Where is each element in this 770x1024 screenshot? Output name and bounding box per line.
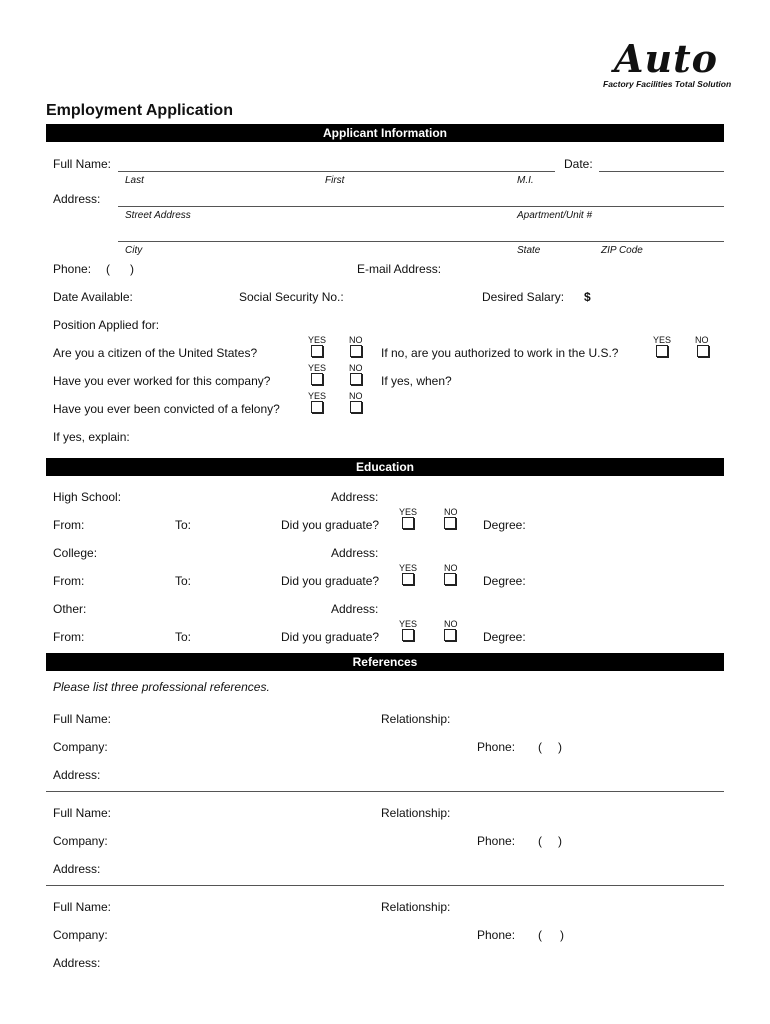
email-label: E-mail Address: bbox=[357, 262, 442, 276]
yes-caption: YES bbox=[308, 335, 327, 345]
yes-caption: YES bbox=[308, 363, 327, 373]
no-caption: NO bbox=[349, 391, 363, 401]
yes-caption: YES bbox=[399, 619, 418, 629]
felony-yes-checkbox[interactable] bbox=[311, 401, 323, 413]
section-references-header: References bbox=[46, 653, 724, 671]
ref1-paren-close: ) bbox=[558, 740, 562, 754]
college-graduate-no-checkbox[interactable] bbox=[444, 573, 456, 585]
ref3-company-label: Company: bbox=[53, 928, 108, 942]
other-degree-label: Degree: bbox=[483, 630, 526, 644]
ref1-company-label: Company: bbox=[53, 740, 108, 754]
ref1-paren-open: ( bbox=[538, 740, 542, 754]
no-caption: NO bbox=[444, 619, 458, 629]
references-intro: Please list three professional references. bbox=[53, 680, 270, 694]
phone-paren-close: ) bbox=[130, 262, 134, 276]
no-caption: NO bbox=[444, 507, 458, 517]
college-to-label: To: bbox=[175, 574, 192, 588]
other-graduate-question: Did you graduate? bbox=[281, 630, 380, 644]
zip-caption: ZIP Code bbox=[601, 245, 643, 256]
other-to-label: To: bbox=[175, 630, 192, 644]
date-field[interactable] bbox=[599, 171, 724, 172]
dollar-sign: $ bbox=[584, 290, 591, 304]
college-from-label: From: bbox=[53, 574, 85, 588]
street-address-field[interactable] bbox=[118, 206, 724, 207]
ref3-phone-label: Phone: bbox=[477, 928, 516, 942]
date-available-label: Date Available: bbox=[53, 290, 133, 304]
page-title: Employment Application bbox=[46, 102, 233, 119]
high-school-from-label: From: bbox=[53, 518, 85, 532]
no-caption: NO bbox=[349, 335, 363, 345]
worked-question: Have you ever worked for this company? bbox=[53, 374, 271, 388]
ref3-full-name-label: Full Name: bbox=[53, 900, 112, 914]
high-school-to-label: To: bbox=[175, 518, 192, 532]
company-logo: Auto bbox=[614, 36, 719, 81]
other-graduate-yes-checkbox[interactable] bbox=[402, 629, 414, 641]
ref2-relationship-label: Relationship: bbox=[381, 806, 451, 820]
position-label: Position Applied for: bbox=[53, 318, 160, 332]
state-caption: State bbox=[517, 245, 541, 256]
ref2-phone-label: Phone: bbox=[477, 834, 516, 848]
ref2-full-name-label: Full Name: bbox=[53, 806, 112, 820]
ref2-address-label: Address: bbox=[53, 862, 101, 876]
other-address-label: Address: bbox=[331, 602, 379, 616]
college-address-label: Address: bbox=[331, 546, 379, 560]
explain-label: If yes, explain: bbox=[53, 430, 130, 444]
felony-no-checkbox[interactable] bbox=[350, 401, 362, 413]
college-graduate-question: Did you graduate? bbox=[281, 574, 380, 588]
city-state-zip-field[interactable] bbox=[118, 241, 724, 242]
mi-caption: M.I. bbox=[517, 175, 534, 186]
full-name-label: Full Name: bbox=[53, 157, 112, 171]
ref3-relationship-label: Relationship: bbox=[381, 900, 451, 914]
citizen-yes-checkbox[interactable] bbox=[311, 345, 323, 357]
ref1-full-name-label: Full Name: bbox=[53, 712, 112, 726]
section-applicant-header: Applicant Information bbox=[46, 124, 724, 142]
high-school-graduate-yes-checkbox[interactable] bbox=[402, 517, 414, 529]
felony-question: Have you ever been convicted of a felony? bbox=[53, 402, 280, 416]
phone-paren-open: ( bbox=[106, 262, 110, 276]
company-tagline: Factory Facilities Total Solution bbox=[603, 79, 732, 89]
apt-caption: Apartment/Unit # bbox=[517, 210, 593, 221]
ref3-paren-open: ( bbox=[538, 928, 542, 942]
date-label: Date: bbox=[564, 157, 593, 171]
ref2-paren-close: ) bbox=[558, 834, 562, 848]
authorized-no-checkbox[interactable] bbox=[697, 345, 709, 357]
other-from-label: From: bbox=[53, 630, 85, 644]
ref3-address-label: Address: bbox=[53, 956, 101, 970]
divider bbox=[46, 791, 724, 792]
high-school-graduate-question: Did you graduate? bbox=[281, 518, 380, 532]
high-school-label: High School: bbox=[53, 490, 122, 504]
city-caption: City bbox=[125, 245, 143, 256]
other-graduate-no-checkbox[interactable] bbox=[444, 629, 456, 641]
ref1-relationship-label: Relationship: bbox=[381, 712, 451, 726]
worked-no-checkbox[interactable] bbox=[350, 373, 362, 385]
other-label: Other: bbox=[53, 602, 87, 616]
desired-salary-label: Desired Salary: bbox=[482, 290, 565, 304]
ref1-phone-label: Phone: bbox=[477, 740, 516, 754]
citizen-question: Are you a citizen of the United States? bbox=[53, 346, 258, 360]
last-caption: Last bbox=[125, 175, 144, 186]
address-label: Address: bbox=[53, 192, 101, 206]
ref2-paren-open: ( bbox=[538, 834, 542, 848]
ref2-company-label: Company: bbox=[53, 834, 108, 848]
high-school-address-label: Address: bbox=[331, 490, 379, 504]
worked-yes-checkbox[interactable] bbox=[311, 373, 323, 385]
ref3-paren-close: ) bbox=[560, 928, 564, 942]
ref1-address-label: Address: bbox=[53, 768, 101, 782]
street-caption: Street Address bbox=[125, 210, 191, 221]
citizen-no-checkbox[interactable] bbox=[350, 345, 362, 357]
yes-caption: YES bbox=[399, 507, 418, 517]
when-question: If yes, when? bbox=[381, 374, 452, 388]
yes-caption: YES bbox=[399, 563, 418, 573]
yes-caption: YES bbox=[308, 391, 327, 401]
college-degree-label: Degree: bbox=[483, 574, 526, 588]
first-caption: First bbox=[325, 175, 345, 186]
college-graduate-yes-checkbox[interactable] bbox=[402, 573, 414, 585]
divider bbox=[46, 885, 724, 886]
no-caption: NO bbox=[695, 335, 709, 345]
college-label: College: bbox=[53, 546, 98, 560]
phone-label: Phone: bbox=[53, 262, 92, 276]
section-education-header: Education bbox=[46, 458, 724, 476]
high-school-degree-label: Degree: bbox=[483, 518, 526, 532]
ssn-label: Social Security No.: bbox=[239, 290, 344, 304]
full-name-field[interactable] bbox=[118, 171, 555, 172]
authorized-question: If no, are you authorized to work in the U.S.? bbox=[381, 346, 619, 360]
no-caption: NO bbox=[444, 563, 458, 573]
yes-caption: YES bbox=[653, 335, 672, 345]
no-caption: NO bbox=[349, 363, 363, 373]
authorized-yes-checkbox[interactable] bbox=[656, 345, 668, 357]
high-school-graduate-no-checkbox[interactable] bbox=[444, 517, 456, 529]
